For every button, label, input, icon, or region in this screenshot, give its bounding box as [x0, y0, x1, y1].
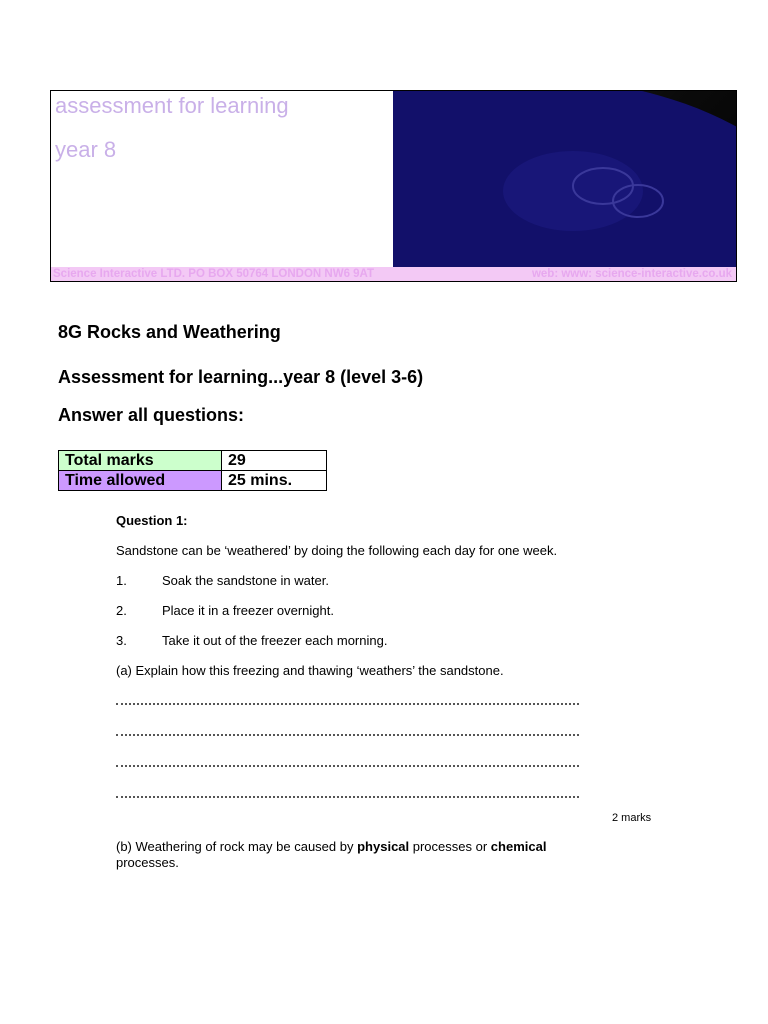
question-1a-text: (a) Explain how this freezing and thawing ‘weathers’ the sandstone. — [116, 663, 504, 678]
table-row — [59, 451, 327, 471]
step-number: 1. — [116, 573, 127, 588]
list-item — [116, 603, 334, 618]
banner-subtitle: year 8 — [55, 137, 117, 162]
banner-footer — [51, 267, 736, 282]
step-text: Soak the sandstone in water. — [162, 573, 329, 588]
list-item — [116, 633, 387, 648]
header-banner — [50, 90, 737, 282]
question-1-title: Question 1: — [116, 513, 188, 528]
time-allowed-value: 25 mins. — [222, 471, 327, 491]
step-number: 3. — [116, 633, 127, 648]
bold-physical: physical — [357, 839, 410, 854]
answer-line[interactable] — [116, 701, 579, 705]
total-marks-label: Total marks — [59, 451, 222, 471]
table-row — [59, 471, 327, 491]
answer-line[interactable] — [116, 732, 579, 736]
total-marks-value: 29 — [222, 451, 327, 471]
topic-heading: 8G Rocks and Weathering — [58, 322, 281, 342]
time-allowed-label: Time allowed — [59, 471, 222, 491]
question-1b-text: (b) Weathering of rock may be caused by physical processes or chemical processes. — [116, 839, 547, 870]
question-1-intro: Sandstone can be ‘weathered’ by doing the following each day for one week. — [116, 543, 558, 558]
globe-graphic — [393, 91, 737, 267]
banner-title: assessment for learning — [55, 93, 289, 118]
footer-website: web: www: science-interactive.co.uk — [531, 268, 732, 280]
footer-address: Science Interactive LTD. PO BOX 50764 LONDON NW6 9AT — [53, 268, 375, 280]
step-number: 2. — [116, 603, 127, 618]
marks-indicator: 2 marks — [612, 812, 652, 824]
bold-chemical: chemical — [490, 839, 547, 854]
step-text: Place it in a freezer overnight. — [162, 603, 334, 618]
banner-text-area — [51, 91, 393, 267]
banner-globe-image — [393, 91, 737, 267]
marks-table — [58, 450, 327, 491]
answer-line[interactable] — [116, 794, 579, 798]
assessment-heading: Assessment for learning...year 8 (level 3-6) — [58, 367, 424, 387]
instruction-heading: Answer all questions: — [58, 405, 245, 425]
step-text: Take it out of the freezer each morning. — [162, 633, 388, 648]
answer-line[interactable] — [116, 763, 579, 767]
list-item — [116, 573, 329, 588]
